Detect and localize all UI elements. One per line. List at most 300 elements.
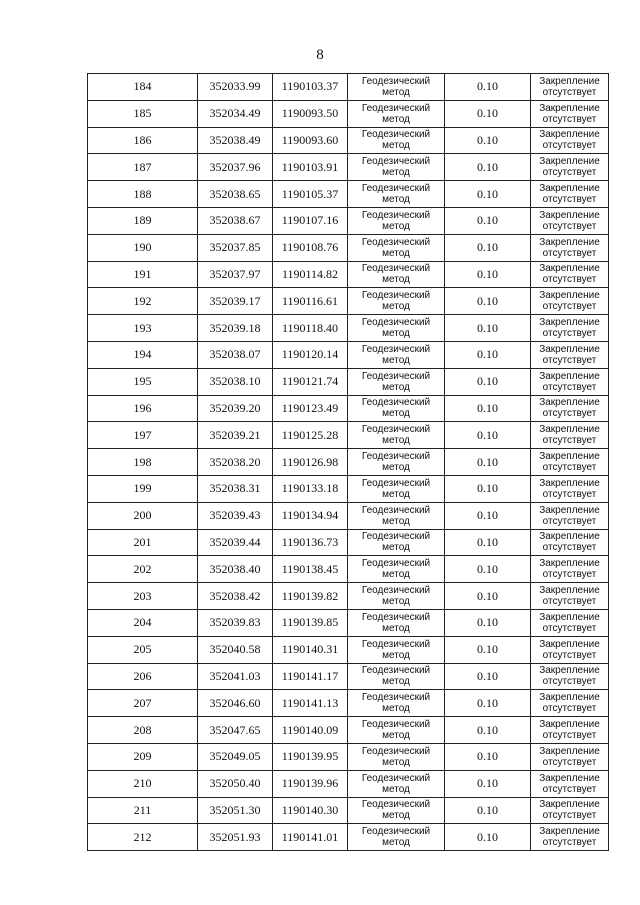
accuracy-cell: 0.10 — [445, 449, 531, 476]
coordinate-x-cell: 352049.05 — [198, 743, 273, 770]
method-cell — [348, 74, 445, 101]
coordinate-x-cell: 352039.43 — [198, 502, 273, 529]
fixing-line: Закрепление — [539, 263, 600, 275]
table-row — [88, 556, 609, 583]
fixing-line: Закрепление — [539, 719, 600, 731]
fixing-line: Закрепление — [539, 477, 600, 489]
method-line: Геодезический — [361, 665, 431, 677]
accuracy-cell: 0.10 — [445, 609, 531, 636]
point-number-cell: 191 — [88, 261, 198, 288]
fixing-cell — [531, 663, 609, 690]
point-number-cell: 205 — [88, 636, 198, 663]
coordinate-y-cell: 1190116.61 — [273, 288, 348, 315]
method-line: метод — [382, 113, 410, 125]
point-number-cell: 209 — [88, 743, 198, 770]
table-row — [88, 74, 609, 101]
coordinate-y-cell: 1190123.49 — [273, 395, 348, 422]
fixing-cell — [531, 74, 609, 101]
fixing-line: Закрепление — [539, 183, 600, 195]
point-number-cell: 206 — [88, 663, 198, 690]
fixing-line: Закрепление — [539, 290, 600, 302]
fixing-line: Закрепление — [539, 209, 600, 221]
method-line: метод — [382, 381, 410, 393]
method-line: Геодезический — [361, 799, 431, 811]
accuracy-cell: 0.10 — [445, 690, 531, 717]
fixing-cell — [531, 529, 609, 556]
fixing-line: отсутствует — [542, 649, 597, 661]
accuracy-cell: 0.10 — [445, 824, 531, 851]
table-row — [88, 717, 609, 744]
point-number-cell: 184 — [88, 74, 198, 101]
accuracy-cell: 0.10 — [445, 341, 531, 368]
point-number-cell: 212 — [88, 824, 198, 851]
coordinate-y-cell: 1190140.09 — [273, 717, 348, 744]
table-row — [88, 395, 609, 422]
accuracy-cell: 0.10 — [445, 717, 531, 744]
table-row — [88, 449, 609, 476]
fixing-line: отсутствует — [542, 810, 597, 822]
method-line: метод — [382, 676, 410, 688]
fixing-line: отсутствует — [542, 569, 597, 581]
method-line: метод — [382, 301, 410, 313]
fixing-line: отсутствует — [542, 194, 597, 206]
method-line: Геодезический — [361, 558, 431, 570]
coordinates-table — [87, 73, 609, 851]
fixing-line: Закрепление — [539, 370, 600, 382]
coordinate-x-cell: 352038.49 — [198, 127, 273, 154]
method-line: метод — [382, 194, 410, 206]
method-line: метод — [382, 569, 410, 581]
fixing-line: отсутствует — [542, 354, 597, 366]
accuracy-cell: 0.10 — [445, 127, 531, 154]
point-number-cell: 208 — [88, 717, 198, 744]
coordinate-y-cell: 1190134.94 — [273, 502, 348, 529]
point-number-cell: 200 — [88, 502, 198, 529]
point-number-cell: 196 — [88, 395, 198, 422]
point-number-cell: 194 — [88, 341, 198, 368]
table-row — [88, 261, 609, 288]
fixing-cell — [531, 341, 609, 368]
table-row — [88, 502, 609, 529]
table-row — [88, 475, 609, 502]
method-line: Геодезический — [361, 772, 431, 784]
coordinate-y-cell: 1190125.28 — [273, 422, 348, 449]
point-number-cell: 192 — [88, 288, 198, 315]
coordinate-y-cell: 1190107.16 — [273, 207, 348, 234]
method-line: Геодезический — [361, 263, 431, 275]
method-cell — [348, 743, 445, 770]
table-row — [88, 154, 609, 181]
method-cell — [348, 395, 445, 422]
fixing-line: отсутствует — [542, 703, 597, 715]
coordinate-x-cell: 352040.58 — [198, 636, 273, 663]
method-cell — [348, 797, 445, 824]
method-line: метод — [382, 435, 410, 447]
fixing-line: отсутствует — [542, 220, 597, 232]
coordinate-x-cell: 352037.85 — [198, 234, 273, 261]
method-cell — [348, 341, 445, 368]
coordinate-x-cell: 352034.49 — [198, 100, 273, 127]
method-line: метод — [382, 274, 410, 286]
fixing-cell — [531, 609, 609, 636]
method-line: Геодезический — [361, 209, 431, 221]
method-line: метод — [382, 837, 410, 849]
coordinate-x-cell: 352038.65 — [198, 181, 273, 208]
coordinate-y-cell: 1190139.82 — [273, 583, 348, 610]
accuracy-cell: 0.10 — [445, 368, 531, 395]
fixing-line: Закрепление — [539, 504, 600, 516]
coordinate-x-cell: 352039.18 — [198, 315, 273, 342]
fixing-line: Закрепление — [539, 424, 600, 436]
coordinate-x-cell: 352039.44 — [198, 529, 273, 556]
table-row — [88, 797, 609, 824]
table-row — [88, 127, 609, 154]
fixing-line: Закрепление — [539, 129, 600, 141]
method-cell — [348, 824, 445, 851]
method-line: метод — [382, 810, 410, 822]
accuracy-cell: 0.10 — [445, 422, 531, 449]
point-number-cell: 199 — [88, 475, 198, 502]
method-line: Геодезический — [361, 397, 431, 409]
fixing-line: отсутствует — [542, 408, 597, 420]
fixing-cell — [531, 127, 609, 154]
fixing-cell — [531, 690, 609, 717]
fixing-line: отсутствует — [542, 274, 597, 286]
fixing-line: отсутствует — [542, 86, 597, 98]
table-row — [88, 341, 609, 368]
accuracy-cell: 0.10 — [445, 288, 531, 315]
table-row — [88, 770, 609, 797]
fixing-cell — [531, 502, 609, 529]
table-row — [88, 315, 609, 342]
table-row — [88, 422, 609, 449]
method-line: Геодезический — [361, 611, 431, 623]
method-line: метод — [382, 328, 410, 340]
coordinate-x-cell: 352039.83 — [198, 609, 273, 636]
fixing-cell — [531, 181, 609, 208]
point-number-cell: 202 — [88, 556, 198, 583]
coordinate-x-cell: 352037.96 — [198, 154, 273, 181]
table-row — [88, 181, 609, 208]
fixing-line: Закрепление — [539, 745, 600, 757]
method-line: метод — [382, 703, 410, 715]
method-line: Геодезический — [361, 290, 431, 302]
point-number-cell: 186 — [88, 127, 198, 154]
method-cell — [348, 368, 445, 395]
method-line: метод — [382, 649, 410, 661]
fixing-line: Закрепление — [539, 531, 600, 543]
method-line: метод — [382, 408, 410, 420]
point-number-cell: 187 — [88, 154, 198, 181]
accuracy-cell: 0.10 — [445, 207, 531, 234]
coordinate-y-cell: 1190141.01 — [273, 824, 348, 851]
point-number-cell: 188 — [88, 181, 198, 208]
page-number: 8 — [316, 47, 324, 63]
accuracy-cell: 0.10 — [445, 556, 531, 583]
fixing-line: Закрепление — [539, 638, 600, 650]
method-line: метод — [382, 596, 410, 608]
fixing-line: Закрепление — [539, 75, 600, 87]
accuracy-cell: 0.10 — [445, 636, 531, 663]
point-number-cell: 210 — [88, 770, 198, 797]
coordinate-y-cell: 1190141.13 — [273, 690, 348, 717]
coordinate-y-cell: 1190093.60 — [273, 127, 348, 154]
accuracy-cell: 0.10 — [445, 797, 531, 824]
point-number-cell: 204 — [88, 609, 198, 636]
method-line: метод — [382, 756, 410, 768]
method-line: метод — [382, 354, 410, 366]
method-line: Геодезический — [361, 745, 431, 757]
fixing-line: Закрепление — [539, 317, 600, 329]
method-cell — [348, 100, 445, 127]
accuracy-cell: 0.10 — [445, 475, 531, 502]
accuracy-cell: 0.10 — [445, 770, 531, 797]
method-line: Геодезический — [361, 692, 431, 704]
method-cell — [348, 609, 445, 636]
coordinate-y-cell: 1190126.98 — [273, 449, 348, 476]
table-row — [88, 743, 609, 770]
fixing-cell — [531, 556, 609, 583]
method-line: Геодезический — [361, 75, 431, 87]
method-line: Геодезический — [361, 236, 431, 248]
fixing-line: отсутствует — [542, 328, 597, 340]
method-line: Геодезический — [361, 638, 431, 650]
coordinate-x-cell: 352033.99 — [198, 74, 273, 101]
method-cell — [348, 717, 445, 744]
point-number-cell: 207 — [88, 690, 198, 717]
table-row — [88, 583, 609, 610]
fixing-line: отсутствует — [542, 301, 597, 313]
coordinate-y-cell: 1190103.37 — [273, 74, 348, 101]
method-cell — [348, 154, 445, 181]
fixing-cell — [531, 395, 609, 422]
point-number-cell: 203 — [88, 583, 198, 610]
coordinate-x-cell: 352046.60 — [198, 690, 273, 717]
method-cell — [348, 288, 445, 315]
fixing-cell — [531, 770, 609, 797]
method-cell — [348, 690, 445, 717]
coordinate-y-cell: 1190140.31 — [273, 636, 348, 663]
fixing-line: отсутствует — [542, 676, 597, 688]
method-line: метод — [382, 783, 410, 795]
fixing-line: отсутствует — [542, 381, 597, 393]
table-row — [88, 207, 609, 234]
coordinate-y-cell: 1190093.50 — [273, 100, 348, 127]
fixing-line: Закрепление — [539, 236, 600, 248]
method-line: метод — [382, 462, 410, 474]
method-line: Геодезический — [361, 826, 431, 838]
fixing-line: Закрепление — [539, 772, 600, 784]
method-cell — [348, 556, 445, 583]
coordinate-y-cell: 1190136.73 — [273, 529, 348, 556]
method-line: Геодезический — [361, 156, 431, 168]
coordinate-x-cell: 352051.93 — [198, 824, 273, 851]
table-row — [88, 529, 609, 556]
table-row — [88, 636, 609, 663]
method-line: Геодезический — [361, 129, 431, 141]
table-row — [88, 100, 609, 127]
fixing-line: Закрепление — [539, 397, 600, 409]
method-line: метод — [382, 515, 410, 527]
method-cell — [348, 449, 445, 476]
coordinate-x-cell: 352047.65 — [198, 717, 273, 744]
accuracy-cell: 0.10 — [445, 154, 531, 181]
accuracy-cell: 0.10 — [445, 743, 531, 770]
method-cell — [348, 315, 445, 342]
method-line: Геодезический — [361, 504, 431, 516]
accuracy-cell: 0.10 — [445, 181, 531, 208]
method-line: Геодезический — [361, 531, 431, 543]
method-line: метод — [382, 622, 410, 634]
fixing-line: Закрепление — [539, 692, 600, 704]
point-number-cell: 198 — [88, 449, 198, 476]
fixing-line: Закрепление — [539, 343, 600, 355]
fixing-line: отсутствует — [542, 167, 597, 179]
accuracy-cell: 0.10 — [445, 529, 531, 556]
method-line: метод — [382, 247, 410, 259]
coordinate-x-cell: 352051.30 — [198, 797, 273, 824]
fixing-cell — [531, 717, 609, 744]
method-line: метод — [382, 542, 410, 554]
coordinate-y-cell: 1190140.30 — [273, 797, 348, 824]
coordinate-x-cell: 352039.20 — [198, 395, 273, 422]
fixing-line: Закрепление — [539, 799, 600, 811]
fixing-line: отсутствует — [542, 756, 597, 768]
coordinate-y-cell: 1190121.74 — [273, 368, 348, 395]
accuracy-cell: 0.10 — [445, 261, 531, 288]
fixing-cell — [531, 743, 609, 770]
method-line: Геодезический — [361, 183, 431, 195]
coordinate-x-cell: 352038.07 — [198, 341, 273, 368]
coordinate-y-cell: 1190133.18 — [273, 475, 348, 502]
fixing-line: Закрепление — [539, 102, 600, 114]
accuracy-cell: 0.10 — [445, 234, 531, 261]
fixing-line: отсутствует — [542, 247, 597, 259]
fixing-cell — [531, 261, 609, 288]
method-line: Геодезический — [361, 343, 431, 355]
coordinate-x-cell: 352038.42 — [198, 583, 273, 610]
fixing-cell — [531, 315, 609, 342]
fixing-line: отсутствует — [542, 435, 597, 447]
table-row — [88, 663, 609, 690]
table-row — [88, 824, 609, 851]
method-line: метод — [382, 488, 410, 500]
fixing-line: отсутствует — [542, 462, 597, 474]
method-cell — [348, 636, 445, 663]
coordinate-x-cell: 352041.03 — [198, 663, 273, 690]
fixing-line: отсутствует — [542, 113, 597, 125]
fixing-line: Закрепление — [539, 558, 600, 570]
method-line: Геодезический — [361, 317, 431, 329]
fixing-cell — [531, 288, 609, 315]
table-row — [88, 288, 609, 315]
method-line: метод — [382, 167, 410, 179]
fixing-line: Закрепление — [539, 826, 600, 838]
table-row — [88, 690, 609, 717]
coordinate-y-cell: 1190108.76 — [273, 234, 348, 261]
point-number-cell: 195 — [88, 368, 198, 395]
method-line: Геодезический — [361, 451, 431, 463]
table-row — [88, 368, 609, 395]
method-line: метод — [382, 140, 410, 152]
method-line: метод — [382, 220, 410, 232]
coordinate-x-cell: 352038.67 — [198, 207, 273, 234]
method-cell — [348, 261, 445, 288]
method-cell — [348, 502, 445, 529]
fixing-line: отсутствует — [542, 837, 597, 849]
coordinate-y-cell: 1190103.91 — [273, 154, 348, 181]
coordinate-x-cell: 352038.20 — [198, 449, 273, 476]
accuracy-cell: 0.10 — [445, 74, 531, 101]
method-line: Геодезический — [361, 585, 431, 597]
method-line: Геодезический — [361, 477, 431, 489]
point-number-cell: 185 — [88, 100, 198, 127]
point-number-cell: 201 — [88, 529, 198, 556]
coordinate-y-cell: 1190141.17 — [273, 663, 348, 690]
method-cell — [348, 234, 445, 261]
fixing-cell — [531, 100, 609, 127]
method-cell — [348, 663, 445, 690]
fixing-line: Закрепление — [539, 585, 600, 597]
coordinate-x-cell: 352050.40 — [198, 770, 273, 797]
accuracy-cell: 0.10 — [445, 502, 531, 529]
method-line: Геодезический — [361, 102, 431, 114]
fixing-cell — [531, 449, 609, 476]
method-line: Геодезический — [361, 424, 431, 436]
coordinate-x-cell: 352039.21 — [198, 422, 273, 449]
fixing-cell — [531, 422, 609, 449]
accuracy-cell: 0.10 — [445, 100, 531, 127]
coordinate-x-cell: 352038.40 — [198, 556, 273, 583]
fixing-cell — [531, 824, 609, 851]
table-row — [88, 234, 609, 261]
point-number-cell: 211 — [88, 797, 198, 824]
fixing-cell — [531, 207, 609, 234]
coordinate-x-cell: 352039.17 — [198, 288, 273, 315]
coordinate-x-cell: 352038.31 — [198, 475, 273, 502]
accuracy-cell: 0.10 — [445, 395, 531, 422]
coordinate-x-cell: 352038.10 — [198, 368, 273, 395]
coordinate-y-cell: 1190139.96 — [273, 770, 348, 797]
fixing-line: отсутствует — [542, 488, 597, 500]
method-cell — [348, 583, 445, 610]
method-line: метод — [382, 730, 410, 742]
fixing-cell — [531, 583, 609, 610]
fixing-line: отсутствует — [542, 622, 597, 634]
fixing-line: отсутствует — [542, 140, 597, 152]
fixing-line: Закрепление — [539, 156, 600, 168]
fixing-cell — [531, 368, 609, 395]
accuracy-cell: 0.10 — [445, 663, 531, 690]
coordinate-y-cell: 1190118.40 — [273, 315, 348, 342]
table-row — [88, 609, 609, 636]
coordinate-y-cell: 1190138.45 — [273, 556, 348, 583]
fixing-line: отсутствует — [542, 783, 597, 795]
coordinates-table-body — [88, 74, 609, 851]
method-cell — [348, 770, 445, 797]
fixing-line: Закрепление — [539, 451, 600, 463]
point-number-cell: 189 — [88, 207, 198, 234]
method-cell — [348, 181, 445, 208]
accuracy-cell: 0.10 — [445, 315, 531, 342]
fixing-line: отсутствует — [542, 596, 597, 608]
coordinate-y-cell: 1190114.82 — [273, 261, 348, 288]
method-cell — [348, 207, 445, 234]
fixing-cell — [531, 154, 609, 181]
fixing-cell — [531, 234, 609, 261]
coordinate-y-cell: 1190139.95 — [273, 743, 348, 770]
method-cell — [348, 475, 445, 502]
